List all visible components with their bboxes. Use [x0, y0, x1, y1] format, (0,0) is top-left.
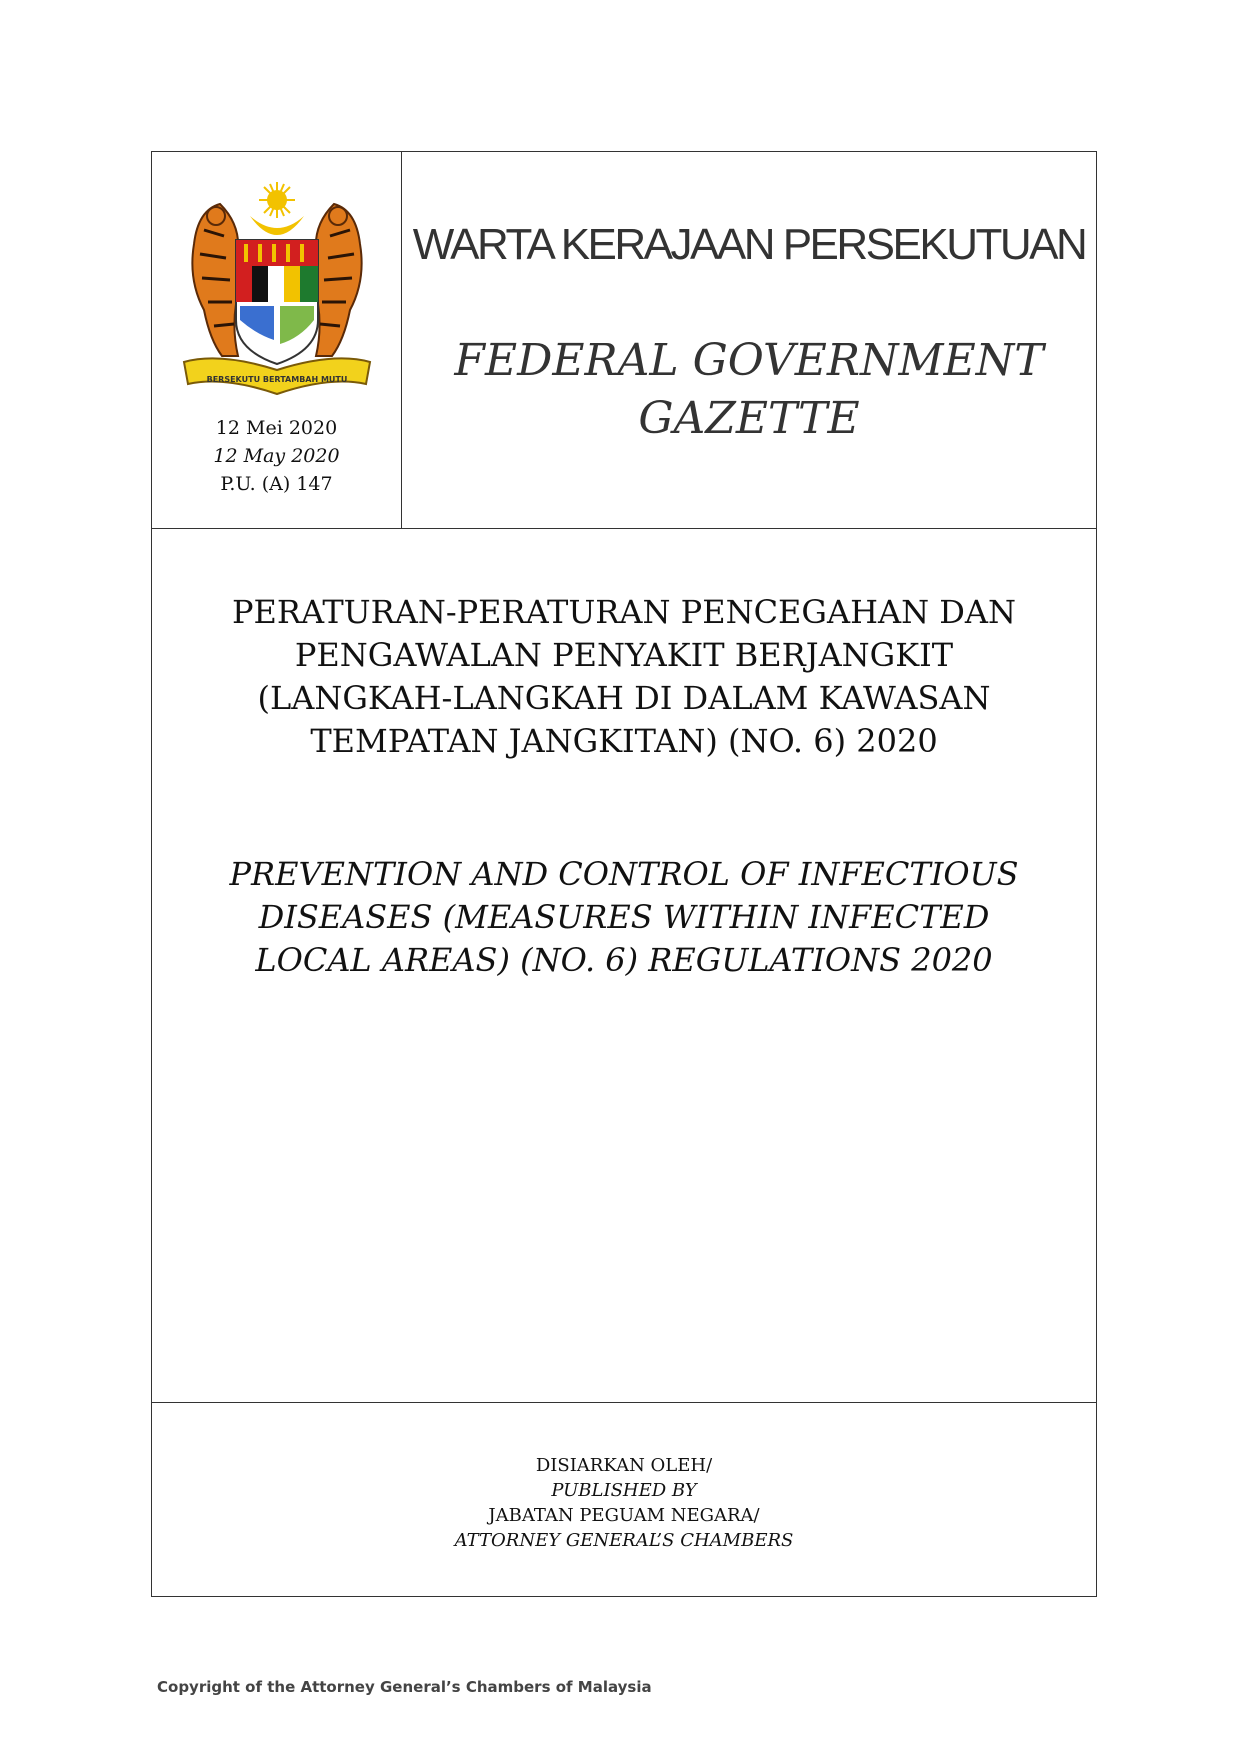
publisher-name-english: ATTORNEY GENERAL’S CHAMBERS	[454, 1530, 794, 1551]
date-malay: 12 Mei 2020	[215, 417, 338, 439]
copyright-notice: Copyright of the Attorney General’s Chambers of Malaysia	[157, 1678, 652, 1696]
date-english: 12 May 2020	[213, 445, 340, 467]
crescent-icon	[250, 216, 304, 235]
crest-motto-text: BERSEKUTU BERTAMBAH MUTU	[206, 375, 348, 384]
tiger-left-icon	[192, 204, 239, 356]
crest-cell	[152, 152, 402, 528]
publisher-name-malay: JABATAN PEGUAM NEGARA/	[488, 1505, 760, 1526]
title-ms-line: PENGAWALAN PENYAKIT BERJANGKIT	[294, 636, 954, 674]
title-ms-line: TEMPATAN JANGKITAN) (NO. 6) 2020	[310, 722, 938, 760]
gazette-cover-frame	[151, 151, 1097, 1597]
published-by-malay: DISIARKAN OLEH/	[535, 1455, 713, 1476]
publisher-section	[152, 1403, 1096, 1596]
title-en-line: PREVENTION AND CONTROL OF INFECTIOUS	[229, 855, 1019, 893]
regulation-title-section	[152, 529, 1096, 1403]
gazette-title-english-line1: FEDERAL GOVERNMENT	[454, 335, 1044, 386]
regulation-title-english	[172, 853, 1076, 982]
title-ms-line: PERATURAN-PERATURAN PENCEGAHAN DAN	[231, 593, 1017, 631]
gazette-title-cell	[402, 152, 1096, 528]
publisher-block	[152, 1453, 1096, 1553]
tiger-right-icon	[314, 204, 361, 356]
star-icon	[259, 182, 295, 218]
gazette-title-english-line2: GAZETTE	[638, 393, 860, 444]
title-en-line: DISEASES (MEASURES WITHIN INFECTED	[258, 898, 990, 936]
date-block	[152, 414, 401, 498]
header-row	[152, 152, 1096, 529]
shield-icon	[236, 240, 318, 364]
coat-of-arms-icon	[180, 180, 374, 398]
title-ms-line: (LANGKAH-LANGKAH DI DALAM KAWASAN	[257, 679, 991, 717]
title-en-line: LOCAL AREAS) (NO. 6) REGULATIONS 2020	[255, 941, 993, 979]
gazette-title-malay: WARTA KERAJAAN PERSEKUTUAN	[412, 220, 1086, 269]
regulation-title-malay	[172, 591, 1076, 763]
pu-reference: P.U. (A) 147	[220, 473, 333, 495]
published-by-english: PUBLISHED BY	[551, 1480, 697, 1501]
gazette-title-english	[402, 332, 1096, 448]
